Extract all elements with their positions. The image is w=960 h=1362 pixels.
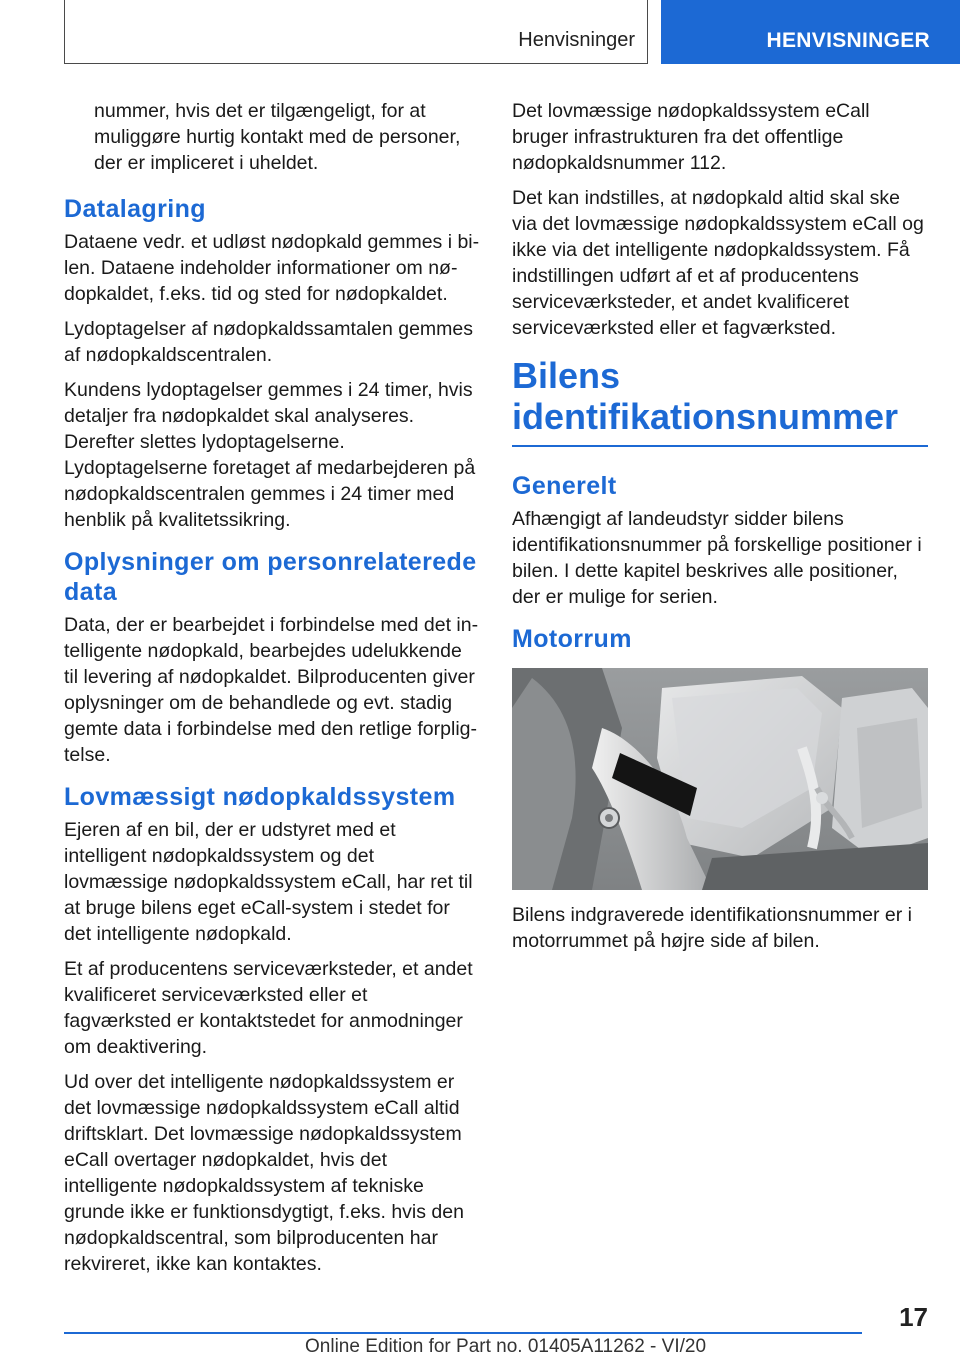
chapter-tab[interactable] — [661, 0, 960, 64]
heading-motorrum: Motorrum — [512, 625, 632, 653]
header-frame — [64, 0, 648, 64]
intro-paragraph: nummer, hvis det er tilgængeligt, for at muliggøre hurtig kontakt med de personer, der er impliceret i uheldet. — [94, 100, 461, 174]
heading-legal-system: Lovmæssigt nødopkaldssystem — [64, 783, 456, 811]
paragraph: Et af producentens serviceværksteder, et andet kvalificeret serviceværksted eller et fagværksted er kontaktstedet for anmodninger om deaktivering. — [64, 958, 473, 1058]
paragraph: Ejeren af en bil, der er udstyret med et intelligent nødopkaldssystem og det lovmæssige nødopkaldssystem eCall, har ret til at bruge bilens eget eCall-system i stedet for det intelligente nødopkald. — [64, 819, 473, 945]
right-column — [512, 98, 928, 963]
engine-bay-illustration — [512, 668, 928, 890]
heading-generelt: Generelt — [512, 472, 617, 500]
paragraph: Data, der er bearbejdet i forbindelse med det intelligente nødopkald, bearbejdes udelukkende til levering af nødopkaldet. Bilproducenten giver oplysninger om de behandlede og evt. stadig gemte data i forbindelse med den retlige forpligtelse. — [64, 614, 479, 766]
edition-text: Online Edition for Part no. 01405A11262 - VI/20 — [305, 1336, 707, 1357]
page-number: 17 — [899, 1302, 928, 1332]
engine-bay-photo — [512, 668, 928, 890]
paragraph: Lydoptagelser af nødopkaldssamtalen gemmes af nødopkaldscentralen. — [64, 318, 474, 366]
left-column — [64, 98, 480, 1286]
paragraph: Afhængigt af landeudstyr sidder bilens identifikationsnummer på forskellige positioner i bilen. I dette kapitel beskrives alle positioner, der er mulige for serien. — [512, 508, 922, 608]
paragraph: Dataene vedr. et udløst nødopkald gemmes i bilen. Dataene indeholder informationer om nødopkaldet, f.eks. tid og sted for nødopkaldet. — [64, 231, 480, 305]
figure-caption: Bilens indgraverede identifikationsnummer er i motorrummet på højre side af bilen. — [512, 904, 912, 952]
paragraph: Kundens lydoptagelser gemmes i 24 timer, hvis detaljer fra nødopkaldet skal analyseres. Derefter slettes lydoptagelserne. Lydoptagelserne foretaget af medarbejderen på nødopkaldscentralen gemmes i 24 timer med henblik på kvalitetssikring. — [64, 379, 476, 531]
heading-datalagring: Datalagring — [64, 195, 206, 223]
footer-divider — [64, 1332, 862, 1334]
paragraph: Det kan indstilles, at nødopkald altid skal ske via det lovmæssige nødopkaldssystem eCall og ikke via det intelligente nødopkaldssystem. Få indstillingen udført af et af producentens serviceværksteder, et andet kvalificeret serviceværksted eller et fagværksted. — [512, 187, 924, 339]
paragraph: Ud over det intelligente nødopkaldssystem er det lovmæssige nødopkaldssystem eCall altid driftsklart. Det lovmæssige nødopkaldssystem eCall overtager nødopkaldet, hvis det intelligente nødopkaldssystem af tekniske grunde ikke er funktionsdygtigt, f.eks. hvis den nødopkaldscentral, som bilproducenten har rekvireret, ikke kan kontaktes. — [64, 1071, 464, 1275]
heading-personal-data: Oplysninger om personrelaterede data — [64, 548, 477, 606]
chapter-title: Bilens identifikationsnummer — [512, 355, 928, 447]
paragraph: Det lovmæssige nødopkaldssystem eCall bruger infrastrukturen fra det offentlige nødopkaldsnummer 112. — [512, 100, 870, 174]
chapter-tab-label: HENVISNINGER — [766, 29, 930, 52]
section-label: Henvisninger — [518, 29, 635, 51]
